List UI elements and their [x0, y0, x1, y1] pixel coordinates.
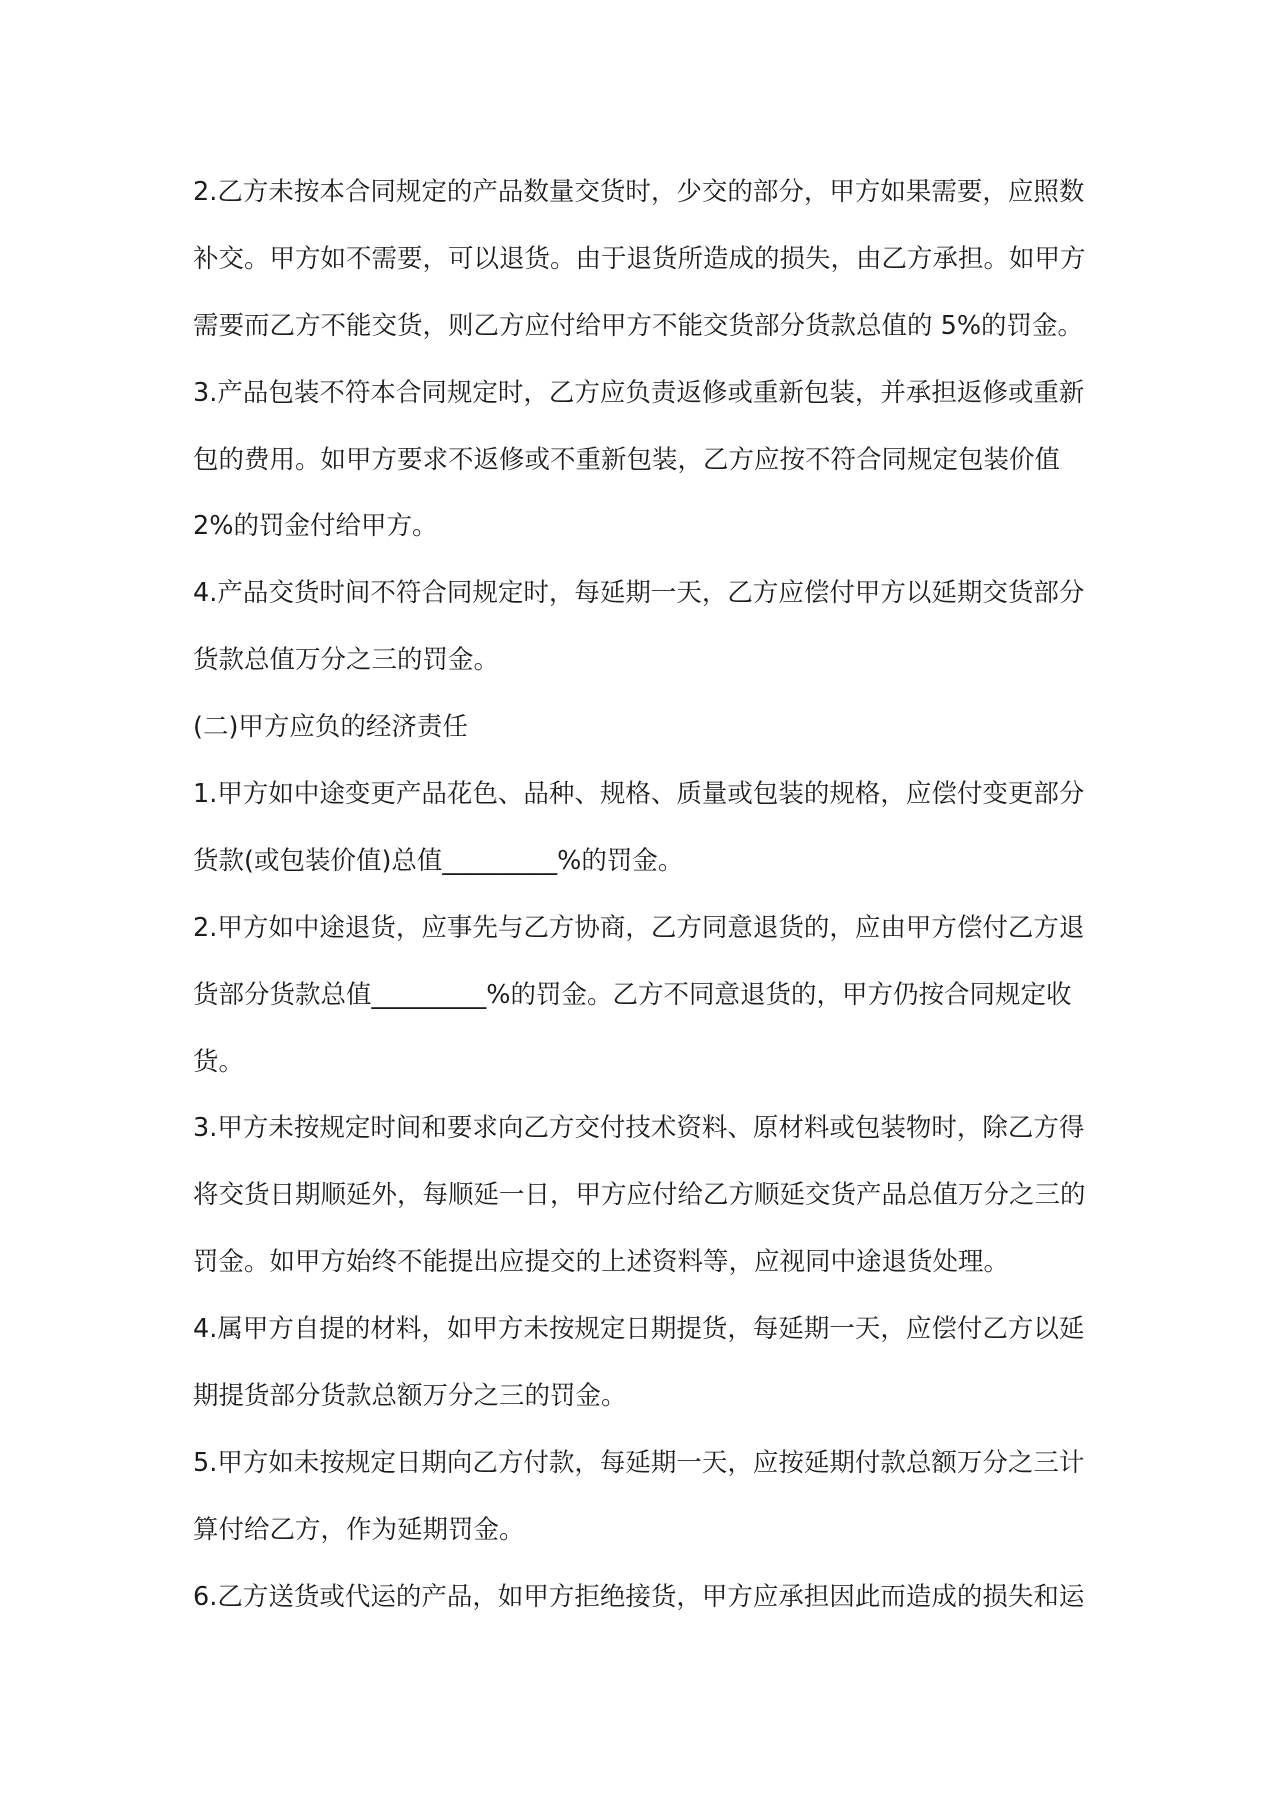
text-line: 罚金。如甲方始终不能提出应提交的上述资料等，应视同中途退货处理。	[193, 1247, 1010, 1278]
text-line: 1.甲方如中途变更产品花色、品种、规格、质量或包装的规格，应偿付变更部分	[193, 779, 1085, 810]
text-line: 期提货部分货款总额万分之三的罚金。	[193, 1381, 627, 1412]
text-line: 5.甲方如未按规定日期向乙方付款，每延期一天，应按延期付款总额万分之三计	[193, 1447, 1085, 1478]
text-line: 货款总值万分之三的罚金。	[193, 645, 500, 676]
section-heading-jia-liability	[193, 703, 1093, 770]
clause-yi-2	[193, 168, 1093, 369]
text-line: 2.乙方未按本合同规定的产品数量交货时，少交的部分，甲方如果需要，应照数	[193, 177, 1085, 207]
clause-yi-4	[193, 569, 1093, 703]
text-line: 包的费用。如甲方要求不返修或不重新包装，乙方应按不符合同规定包装价值	[193, 444, 1061, 475]
section-heading: (二)甲方应负的经济责任	[193, 712, 468, 743]
clause-jia-5	[193, 1439, 1093, 1573]
clause-jia-1	[193, 770, 1093, 904]
text-line: 算付给乙方，作为延期罚金。	[193, 1514, 525, 1545]
text-line: 2%的罚金付给甲方。	[193, 511, 438, 542]
clause-jia-2	[193, 904, 1093, 1105]
clause-jia-4	[193, 1305, 1093, 1439]
text-line-with-blank: 货部分货款总值_________%的罚金。乙方不同意退货的，甲方仍按合同规定收	[193, 979, 1072, 1010]
text-line: 需要而乙方不能交货，则乙方应付给甲方不能交货部分货款总值的 5%的罚金。	[193, 310, 1084, 341]
text-line: 补交。甲方如不需要，可以退货。由于退货所造成的损失，由乙方承担。如甲方	[193, 243, 1086, 274]
text-line: 将交货日期顺延外，每顺延一日，甲方应付给乙方顺延交货产品总值万分之三的	[193, 1180, 1086, 1211]
text-line-with-blank: 货款(或包装价值)总值_________%的罚金。	[193, 845, 684, 876]
text-line: 3.产品包装不符本合同规定时，乙方应负责返修或重新包装，并承担返修或重新	[193, 377, 1085, 408]
clause-jia-3	[193, 1104, 1093, 1305]
text-line: 2.甲方如中途退货，应事先与乙方协商，乙方同意退货的，应由甲方偿付乙方退	[193, 912, 1085, 943]
text-line: 4.属甲方自提的材料，如甲方未按规定日期提货，每延期一天，应偿付乙方以延	[193, 1314, 1085, 1345]
text-line: 货。	[193, 1046, 245, 1077]
text-line: 6.乙方送货或代运的产品，如甲方拒绝接货，甲方应承担因此而造成的损失和运	[193, 1581, 1085, 1612]
document-page	[193, 168, 1093, 1640]
text-line: 3.甲方未按规定时间和要求向乙方交付技术资料、原材料或包装物时，除乙方得	[193, 1113, 1085, 1144]
text-line: 4.产品交货时间不符合同规定时，每延期一天，乙方应偿付甲方以延期交货部分	[193, 578, 1085, 609]
clause-yi-3	[193, 369, 1093, 570]
clause-jia-6	[193, 1573, 1093, 1640]
